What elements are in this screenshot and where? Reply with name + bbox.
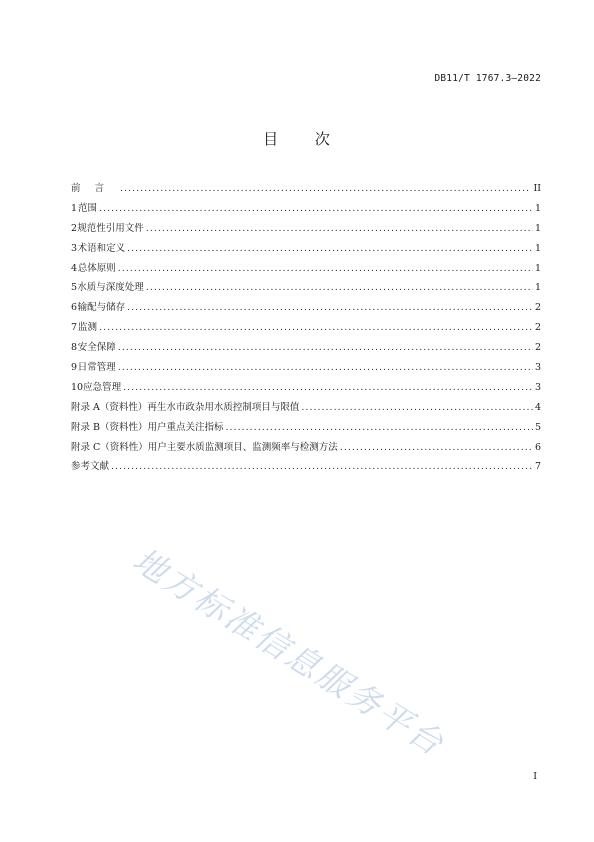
toc-dot-leader — [146, 219, 533, 239]
toc-dot-leader — [99, 318, 533, 338]
toc-entry-number: 2 — [71, 222, 78, 234]
toc-entry-number: 5 — [71, 282, 78, 294]
toc-entry-number: 3 — [71, 242, 78, 254]
toc-entry-number: 9 — [71, 362, 78, 374]
toc-entry-number: 1 — [71, 202, 78, 214]
toc-entry-page: 4 — [534, 401, 541, 413]
toc-entry-appendix: 附录 C（资料性） — [71, 441, 148, 453]
toc-dot-leader — [111, 457, 533, 477]
toc-entry-label: 参考文献 — [71, 461, 110, 473]
toc-entry-number: 4 — [71, 262, 78, 274]
toc-entry-page: 2 — [534, 322, 541, 334]
toc-entry-page: 3 — [534, 362, 541, 374]
toc-entry-number: 10 — [71, 381, 84, 393]
toc-entry[interactable] — [71, 418, 541, 438]
toc-entry[interactable] — [71, 378, 541, 398]
toc-entry[interactable] — [71, 398, 541, 418]
toc-entry[interactable] — [71, 199, 541, 219]
toc-entry-label: 再生水市政杂用水质控制项目与限值 — [147, 401, 300, 413]
toc-dot-leader — [226, 418, 533, 438]
toc-entry[interactable] — [71, 338, 541, 358]
page-title: 目 次 — [263, 130, 331, 148]
toc-entry-number: 8 — [71, 342, 78, 354]
toc-entry-page: 1 — [534, 282, 541, 294]
toc-dot-leader — [127, 298, 533, 318]
toc-entry[interactable] — [71, 457, 541, 477]
toc-entry-page: 5 — [534, 421, 541, 433]
toc-dot-leader — [118, 259, 533, 279]
toc-entry-page: II — [533, 183, 541, 194]
toc-dot-leader — [118, 358, 533, 378]
toc-dot-leader — [146, 278, 533, 298]
toc-entry-label: 总体原则 — [77, 262, 116, 274]
toc-entry[interactable] — [71, 259, 541, 279]
toc-entry-page: 1 — [534, 222, 541, 234]
toc-dot-leader — [301, 398, 533, 418]
toc-dot-leader — [340, 438, 533, 458]
toc-dot-leader — [118, 338, 533, 358]
toc-entry[interactable] — [71, 219, 541, 239]
toc-entry[interactable] — [71, 438, 541, 458]
toc-entry-page: 1 — [534, 242, 541, 254]
toc-entry-number: 6 — [71, 302, 78, 314]
toc-entry-label: 用户主要水质监测项目、监测频率与检测方法 — [147, 441, 338, 453]
table-of-contents — [71, 179, 541, 477]
toc-entry-appendix: 附录 B（资料性） — [71, 421, 148, 433]
document-code: DB11/T 1767.3—2022 — [434, 73, 541, 84]
toc-entry-label: 安全保障 — [77, 342, 116, 354]
toc-entry-label: 规范性引用文件 — [77, 222, 144, 234]
toc-entry-label: 用户重点关注指标 — [147, 421, 224, 433]
toc-dot-leader — [127, 239, 533, 259]
toc-entry-number: 7 — [71, 322, 78, 334]
toc-entry-label: 监测 — [78, 322, 98, 334]
watermark: 地方标准信息服务平台 — [126, 540, 453, 764]
toc-entry-page: 2 — [534, 342, 541, 354]
toc-entry-page: 2 — [534, 302, 541, 314]
toc-entry-page: 7 — [534, 461, 541, 473]
toc-entry-appendix: 附录 A（资料性） — [71, 401, 148, 413]
page-number: I — [533, 771, 537, 782]
toc-entry-label: 输配与储存 — [77, 302, 126, 314]
toc-entry[interactable] — [71, 318, 541, 338]
toc-entry-label: 应急管理 — [83, 381, 122, 393]
toc-entry-page: 1 — [534, 262, 541, 274]
toc-entry[interactable] — [71, 239, 541, 259]
toc-dot-leader — [123, 378, 533, 398]
toc-entry-label: 术语和定义 — [77, 242, 126, 254]
toc-entry[interactable] — [71, 179, 541, 199]
toc-entry-label: 范围 — [78, 202, 98, 214]
toc-entry[interactable] — [71, 278, 541, 298]
toc-entry[interactable] — [71, 358, 541, 378]
toc-entry-label: 水质与深度处理 — [77, 282, 144, 294]
toc-entry-page: 3 — [534, 381, 541, 393]
toc-entry-page: 1 — [534, 202, 541, 214]
toc-entry-label: 日常管理 — [77, 362, 116, 374]
toc-dot-leader — [99, 199, 533, 219]
toc-dot-leader — [120, 179, 531, 199]
toc-entry-label: 前言 — [71, 183, 119, 194]
toc-entry[interactable] — [71, 298, 541, 318]
toc-entry-page: 6 — [534, 441, 541, 453]
